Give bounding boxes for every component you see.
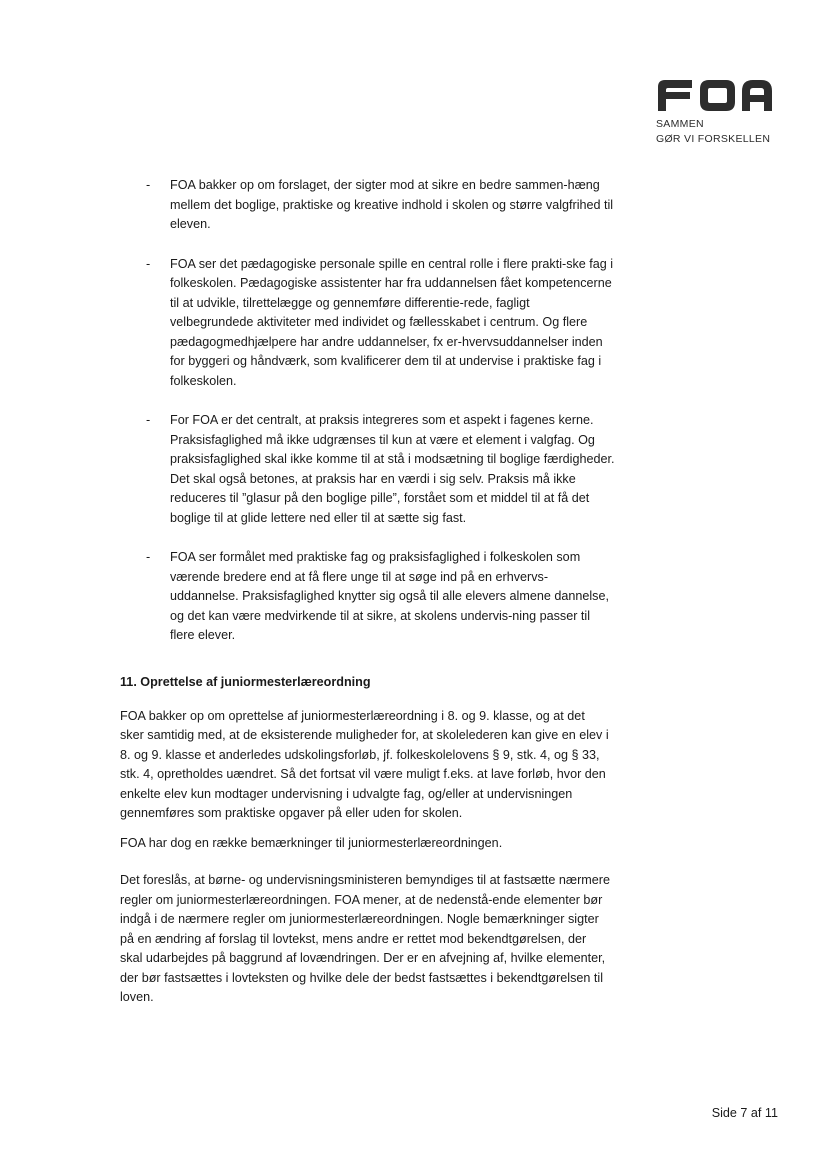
paragraph: FOA bakker op om oprettelse af juniormesterlæreordning i 8. og 9. klasse, og at det sker samtidig med, at de eksisterende muligheder for, at skolelederen kan give en elev i 8. og 9. klasse et anderledes udskolingsforløb, jf. folkeskolelovens § 9, stk. 4, og § 33, stk. 4, opretholdes uændret. Så det fortsat vil være muligt f.eks. at lave forløb, hvor den enkelte elev kun modtager undervisning i udvalgte fag, og/eller at undervisningen gennemføres som praktiske opgaver på eller uden for skolen. bbox=[120, 708, 609, 820]
paragraph: Det foreslås, at børne- og undervisningsministeren bemyndiges til at fastsætte nærmere regler om juniormesterlæreordningen. FOA mener, at de nedenstå-ende elementer bør indgå i de nærmere regler om juniormesterlæreordningen. Nogle bemærkninger sigter på en ændring af forslag til lovtekst, mens andre er rettet mod bekendtgørelsen, der skal udarbejdes på baggrund af lovændringen. Der er en afvejning af, hvilke elementer, der bør fastsættes i lovteksten og hvilke dele der bedst fastsættes i bekendtgørelsen til loven. bbox=[120, 873, 610, 1004]
section-11 bbox=[120, 673, 610, 1018]
section-heading: 11. Oprettelse af juniormesterlæreordning bbox=[120, 675, 371, 689]
paragraph: FOA har dog en række bemærkninger til juniormesterlæreordningen. bbox=[120, 835, 503, 850]
bullet-dash: - bbox=[146, 256, 151, 271]
bullet-dash: - bbox=[146, 550, 151, 564]
page-number: Side 7 af 11 bbox=[711, 1106, 778, 1120]
tagline-line-1: SAMMEN bbox=[656, 118, 704, 130]
bullet-dash: - bbox=[146, 178, 151, 192]
tagline bbox=[656, 117, 776, 146]
bullet-dash: - bbox=[146, 413, 151, 427]
tagline-line-2: GØR VI FORSKELLEN bbox=[656, 132, 771, 145]
bullet-text: For FOA er det centralt, at praksis integreres som et aspekt i fagenes kerne. Praksisfaglighed må ikke udgrænses til kun at være et element i valgfag. Og praksisfaglighed skal ikke komme til at stå i modsætning til boglige færdigheder. Det skal også betones, at praksis har en værdi i sig selv. Praksis må ikke reduceres til ”glasur på den boglige pille”, forstået som et middel til at få det boglige til at glide lettere ned eller til at sætte sig fast. bbox=[170, 413, 615, 525]
bullet-text: FOA ser det pædagogiske personale spille en central rolle i flere prakti-ske fag i folkeskolen. Pædagogiske assistenter har fra uddannelsen fået kompetencerne til at udvikle, tilrettelægge og gennemføre differentie-rede, fagligt velbegrundede aktiviteter med individet og fællesskabet i centrum. Og flere pædagogmedhjælpere har andre uddannelser, fx er-hvervsuddannelser inden for byggeri og håndværk, som kvalificerer dem til at undervise i praktiske fag i folkeskolen. bbox=[170, 256, 614, 388]
bullet-text: FOA bakker op om forslaget, der sigter mod at sikre en bedre sammen-hæng mellem det boglige, praktiske og kreative indhold i skolen og større valgfrihed til eleven. bbox=[170, 178, 614, 231]
bullet-list bbox=[146, 176, 616, 666]
bullet-item bbox=[146, 176, 616, 235]
foa-wordmark-icon bbox=[656, 78, 774, 112]
bullet-item bbox=[146, 548, 616, 646]
bullet-item bbox=[146, 411, 616, 528]
foa-logo bbox=[656, 78, 776, 146]
bullet-item bbox=[146, 255, 616, 392]
bullet-text: FOA ser formålet med praktiske fag og praksisfaglighed i folkeskolen som værende bredere end at få flere unge til at søge ind på en erhvervs-uddannelse. Praksisfaglighed knytter sig også til alle elevers almene dannelse, og det kan være medvirkende til at sikre, at skolens undervis-ning passer til flere elever. bbox=[170, 550, 609, 642]
